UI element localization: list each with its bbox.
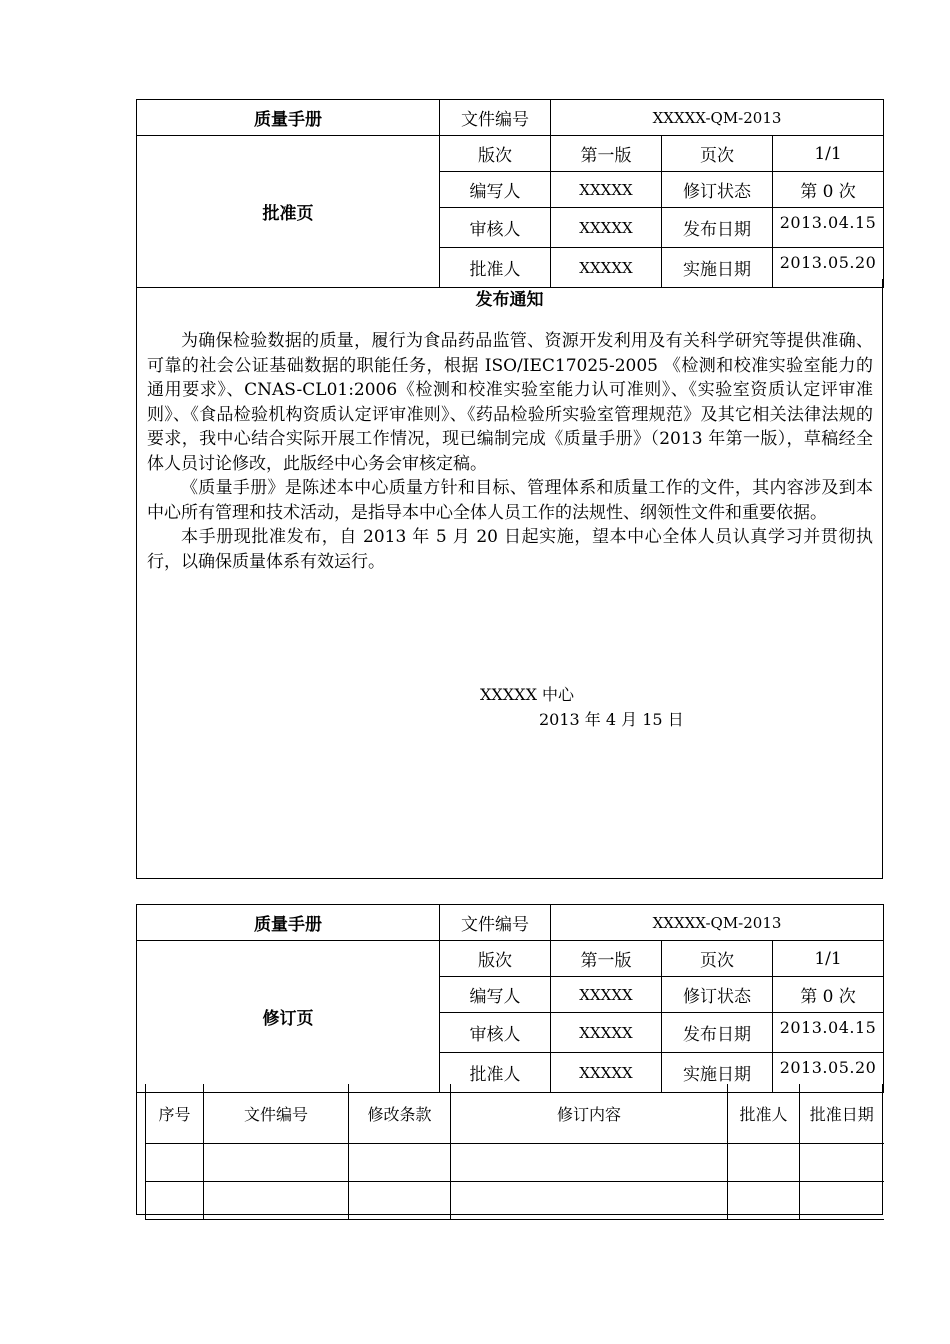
approval-header-table xyxy=(136,99,884,288)
edition-label: 版次 xyxy=(440,941,551,977)
table-cell xyxy=(800,1182,884,1220)
page-label: 页次 xyxy=(662,136,773,172)
table-cell xyxy=(728,1144,800,1182)
revision-status-label: 修订状态 xyxy=(662,977,773,1013)
effective-date-label: 实施日期 xyxy=(662,248,773,288)
release-notice xyxy=(136,279,883,879)
page-value: 1/1 xyxy=(773,941,884,977)
author-label: 编写人 xyxy=(440,977,551,1013)
edition-value: 第一版 xyxy=(551,136,662,172)
edition-value: 第一版 xyxy=(551,941,662,977)
effective-date-value: 2013.05.20 xyxy=(773,248,884,288)
issue-date-value: 2013.04.15 xyxy=(773,208,884,248)
column-header: 批准日期 xyxy=(800,1084,884,1144)
doc-no-label: 文件编号 xyxy=(440,905,551,941)
issue-date-value: 2013.04.15 xyxy=(773,1013,884,1053)
revision-status-value: 第 0 次 xyxy=(773,977,884,1013)
revision-header-table xyxy=(136,904,884,1093)
page-label: 页次 xyxy=(662,941,773,977)
approver-value: XXXXX xyxy=(551,248,662,288)
approver-label: 批准人 xyxy=(440,1053,551,1093)
revision-record xyxy=(136,1084,883,1215)
issue-date-label: 发布日期 xyxy=(662,1013,773,1053)
page-value: 1/1 xyxy=(773,136,884,172)
table-cell xyxy=(349,1144,451,1182)
notice-paragraph: 本手册现批准发布，自 2013 年 5 月 20 日起实施，望本中心全体人员认真学习并贯彻执行，以确保质量体系有效运行。 xyxy=(147,527,873,572)
table-cell xyxy=(146,1144,204,1182)
reviewer-label: 审核人 xyxy=(440,1013,551,1053)
table-row xyxy=(146,1182,884,1220)
table-header-row xyxy=(146,1084,884,1144)
author-value: XXXXX xyxy=(551,172,662,208)
page-type-title: 修订页 xyxy=(137,941,440,1093)
approver-value: XXXXX xyxy=(551,1053,662,1093)
table-cell xyxy=(451,1182,728,1220)
issue-date-label: 发布日期 xyxy=(662,208,773,248)
reviewer-value: XXXXX xyxy=(551,1013,662,1053)
doc-no-label: 文件编号 xyxy=(440,100,551,136)
edition-label: 版次 xyxy=(440,136,551,172)
table-cell xyxy=(451,1144,728,1182)
revision-status-value: 第 0 次 xyxy=(773,172,884,208)
author-label: 编写人 xyxy=(440,172,551,208)
table-cell xyxy=(204,1144,349,1182)
notice-title: 发布通知 xyxy=(475,290,544,310)
column-header: 修订内容 xyxy=(451,1084,728,1144)
effective-date-value: 2013.05.20 xyxy=(773,1053,884,1093)
approval-header xyxy=(136,99,883,288)
doc-no-value: XXXXX-QM-2013 xyxy=(551,100,884,136)
table-cell xyxy=(728,1182,800,1220)
notice-paragraph: 为确保检验数据的质量，履行为食品药品监管、资源开发利用及有关科学研究等提供准确、可靠的社会公证基础数据的职能任务，根据 ISO/IEC17025-2005 《检测和校准实验室能力的通用要求》、CNAS-CL01:2006《检测和校准实验室能力认可准则》、《实验室资质认定评审准则》、《食品检验机构资质认定评审准则》、《药品检验所实验室管理规范》及其它相关法律法规的要求，我中心结合实际开展工作情况，现已编制完成《质量手册》（2013 年第一版），草稿经全体人员讨论修改，此版经中心务会审核定稿。 xyxy=(147,331,873,474)
table-row xyxy=(146,1144,884,1182)
doc-no-value: XXXXX-QM-2013 xyxy=(551,905,884,941)
table-cell xyxy=(204,1182,349,1220)
page-type-title: 批准页 xyxy=(137,136,440,288)
signature-date: 2013 年 4 月 15 日 xyxy=(539,710,684,729)
approver-label: 批准人 xyxy=(440,248,551,288)
reviewer-label: 审核人 xyxy=(440,208,551,248)
reviewer-value: XXXXX xyxy=(551,208,662,248)
notice-body xyxy=(147,329,873,574)
table-cell xyxy=(800,1144,884,1182)
notice-paragraph: 《质量手册》是陈述本中心质量方针和目标、管理体系和质量工作的文件，其内容涉及到本中心所有管理和技术活动，是指导本中心全体人员工作的法规性、纲领性文件和重要依据。 xyxy=(147,478,873,523)
manual-title: 质量手册 xyxy=(137,905,440,941)
column-header: 批准人 xyxy=(728,1084,800,1144)
table-cell xyxy=(146,1182,204,1220)
signature-organization: XXXXX 中心 xyxy=(480,685,575,704)
revision-header xyxy=(136,904,883,1093)
effective-date-label: 实施日期 xyxy=(662,1053,773,1093)
revision-status-label: 修订状态 xyxy=(662,172,773,208)
author-value: XXXXX xyxy=(551,977,662,1013)
column-header: 文件编号 xyxy=(204,1084,349,1144)
table-cell xyxy=(349,1182,451,1220)
manual-title: 质量手册 xyxy=(137,100,440,136)
column-header: 序号 xyxy=(146,1084,204,1144)
column-header: 修改条款 xyxy=(349,1084,451,1144)
revision-record-table xyxy=(145,1084,884,1220)
